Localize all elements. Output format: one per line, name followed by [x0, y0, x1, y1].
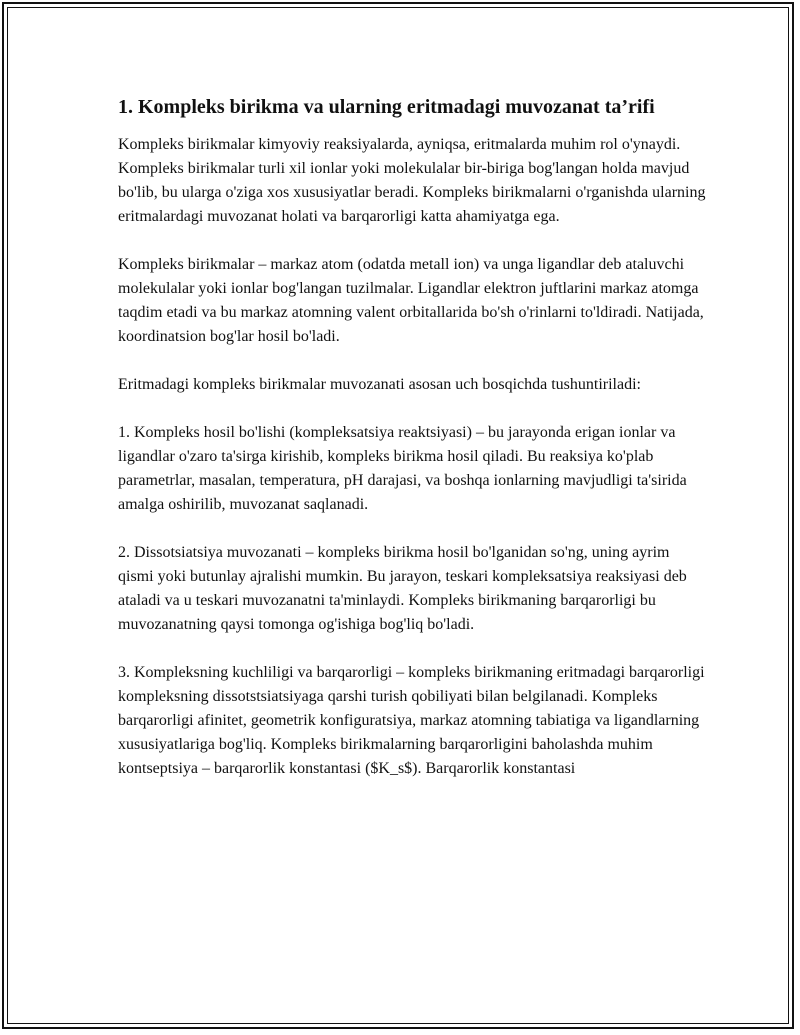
paragraph-definition: Kompleks birikmalar – markaz atom (odatda metall ion) va unga ligandlar deb ataluvchi molekulalar yoki ionlar bog'langan tuzilmalar. Ligandlar elektron juftlarini markaz atomga taqdim etadi va bu markaz atomning valent orbitallarida bo'sh o'rinlarni to'ldiradi. Natijada, koordinatsion bog'lar hosil bo'ladi.: [118, 256, 704, 345]
document-body: [118, 93, 708, 805]
paragraph-intro: Kompleks birikmalar kimyoviy reaksiyalarda, ayniqsa, eritmalarda muhim rol o'ynaydi. Kompleks birikmalar turli xil ionlar yoki molekulalar bir-biriga bog'langan holda mavjud bo'lib, bu ularga o'ziga xos xususiyatlar beradi. Kompleks birikmalarni o'rganishda ularning eritmalardagi muvozanat holati va barqarorligi katta ahamiyatga ega.: [118, 136, 706, 225]
paragraph-stage-2: 2. Dissotsiatsiya muvozanati – kompleks birikma hosil bo'lganidan so'ng, uning ayrim qismi yoki butunlay ajralishi mumkin. Bu jarayon, teskari kompleksatsiya reaksiyasi deb ataladi va u teskari muvozanatni ta'minlaydi. Kompleks birikmaning barqarorligi bu muvozanatning qaysi tomonga og'ishiga bog'liq bo'ladi.: [118, 544, 687, 633]
paragraph-stage-3: 3. Kompleksning kuchliligi va barqarorligi – kompleks birikmaning eritmadagi barqarorligi kompleksning dissotstsiatsiyaga qarshi turish qobiliyati bilan belgilanadi. Kompleks barqarorligi afinitet, geometrik konfiguratsiya, markaz atomning tabiatiga va ligandlarning xususiyatlariga bog'liq. Kompleks birikmalarning barqarorligini baholashda muhim kontseptsiya – barqarorlik konstantasi ($K_s$). Barqarorlik konstantasi: [118, 664, 705, 777]
section-heading: 1. Kompleks birikma va ularning eritmadagi muvozanat ta’rifi: [118, 96, 655, 118]
paragraph-stages-intro: Eritmadagi kompleks birikmalar muvozanati asosan uch bosqichda tushuntiriladi:: [118, 376, 641, 393]
paragraph-stage-1: 1. Kompleks hosil bo'lishi (kompleksatsiya reaktsiyasi) – bu jarayonda erigan ionlar va ligandlar o'zaro ta'sirga kirishib, kompleks birikma hosil qiladi. Bu reaksiya ko'plab parametrlar, masalan, temperatura, pH darajasi, va boshqa ionlarning mavjudligi ta'sirida amalga oshirilib, muvozanat saqlanadi.: [118, 424, 687, 513]
